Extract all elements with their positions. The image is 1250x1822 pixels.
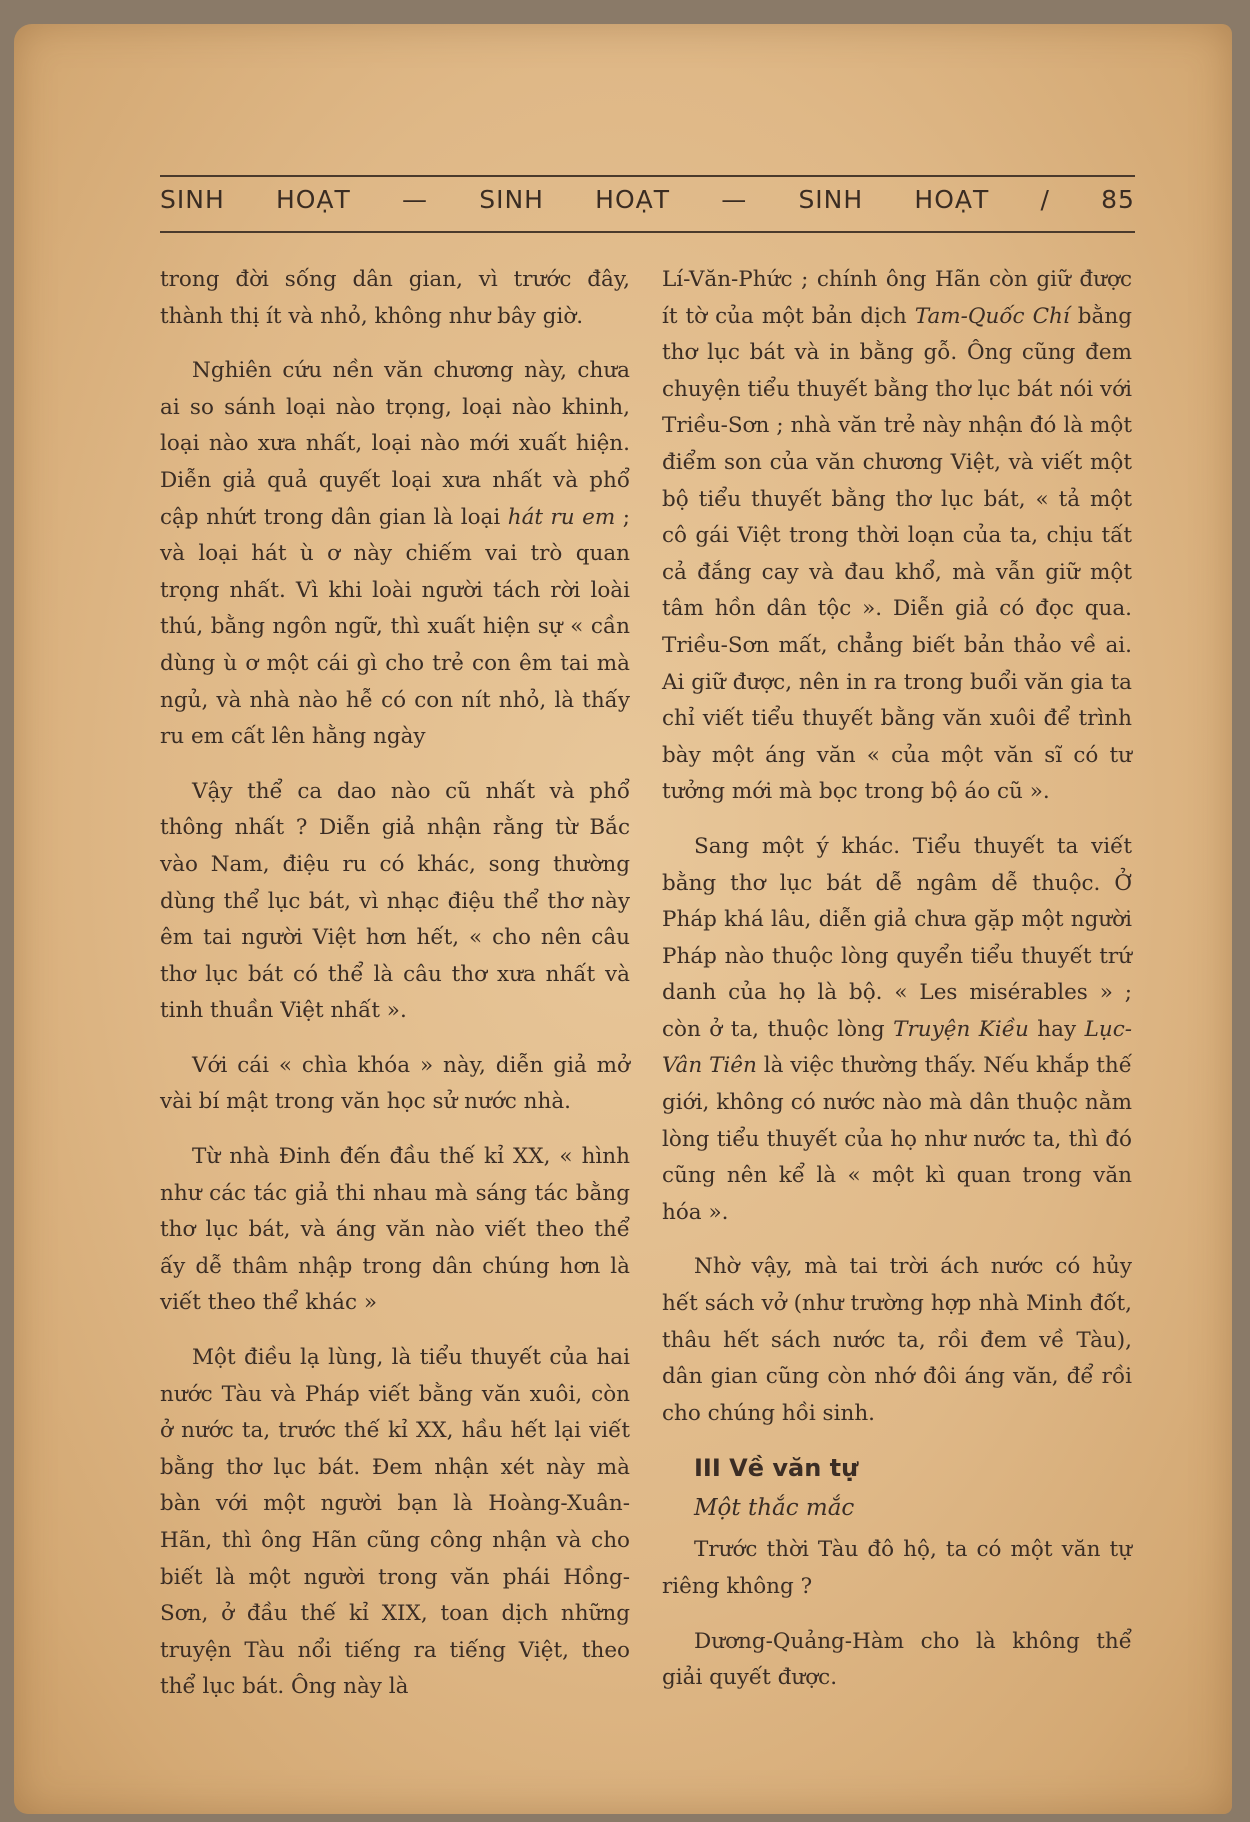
header-word: SINH [160, 185, 225, 214]
section-subheading: Một thắc mắc [694, 1495, 855, 1522]
header-rule-bottom [160, 231, 1135, 233]
running-header [160, 165, 1135, 235]
header-rule-top [160, 175, 1135, 177]
header-dash: — [721, 185, 748, 214]
italic-term: hát ru em [507, 504, 616, 530]
paragraph: Từ nhà Đinh đến đầu thế kỉ XX, « hình như các tác giả thi nhau mà sáng tác bằng thơ lục bát, và áng văn nào viết theo thể ấy dễ thâm nhập trong dân chúng hơn là viết theo thể khác » [160, 1144, 630, 1316]
italic-title: Lục-Vân Tiên [662, 1016, 1133, 1079]
header-word: HOẠT [914, 185, 990, 214]
header-text [160, 185, 1135, 214]
paragraph: Với cái « chìa khóa » này, diễn giả mở vài bí mật trong văn học sử nước nhà. [160, 1052, 630, 1115]
paragraph: Lí-Văn-Phức ; chính ông Hãn còn giữ được ít tờ của một bản dịch Tam-Quốc Chí bằng thơ lục bát và in bằng gỗ. Ông cũng đem chuyện tiểu thuyết bằng thơ lục bát nói với Triều-Sơn ; nhà văn trẻ này nhận đó là một điểm son của văn chương Việt, và viết một bộ tiểu thuyết bằng thơ lục bát, « tả một cô gái Việt trong thời loạn của ta, chịu tất cả đắng cay và đau khổ, mà vẫn giữ một tâm hồn dân tộc ». Diễn giả có đọc qua. Triều-Sơn mất, chẳng biết bản thảo về ai. Ai giữ được, nên in ra trong buổi văn gia ta chỉ viết tiểu thuyết bằng văn xuôi để trình bày một áng văn « của một văn sĩ có tư tưởng mới mà bọc trong bộ áo cũ ». [662, 267, 1132, 805]
italic-title: Tam-Quốc Chí [914, 303, 1070, 329]
header-slash: / [1040, 185, 1050, 214]
right-column [662, 262, 1132, 1715]
header-word: SINH [479, 185, 544, 214]
paragraph: Dương-Quảng-Hàm cho là không thể giải quyết được. [662, 1628, 1132, 1691]
section-heading: III Về văn tự [694, 1454, 859, 1483]
paragraph: Nghiên cứu nền văn chương này, chưa ai so sánh loại nào trọng, loại nào khinh, loại nào xưa nhất, loại nào mới xuất hiện. Diễn giả quả quyết loại xưa nhất và phổ cập nhứt trong dân gian là loại hát ru em ; và loại hát ù ơ này chiếm vai trò quan trọng nhất. Vì khi loài người tách rời loài thú, bằng ngôn ngữ, thì xuất hiện sự « cần dùng ù ơ một cái gì cho trẻ con êm tai mà ngủ, và nhà nào hễ có con nít nhỏ, là thấy ru em cất lên hằng ngày [160, 358, 631, 750]
left-column [160, 262, 630, 1724]
header-word: HOẠT [275, 185, 351, 214]
paragraph: trong đời sống dân gian, vì trước đây, thành thị ít và nhỏ, không như bây giờ. [160, 267, 630, 329]
header-dash: — [402, 185, 429, 214]
page-number: 85 [1101, 185, 1135, 214]
paragraph: Sang một ý khác. Tiểu thuyết ta viết bằng thơ lục bát dễ ngâm dễ thuộc. Ở Pháp khá lâu, diễn giả chưa gặp một người Pháp nào thuộc lòng quyển tiểu thuyết trứ danh của họ là bộ. « Les misérables » ; còn ở ta, thuộc lòng Truyện Kiều hay Lục-Vân Tiên là việc thường thấy. Nếu khắp thế giới, không có nước nào mà dân thuộc nằm lòng tiểu thuyết của họ như nước ta, thì đó cũng nên kể là « một kì quan trong văn hóa ». [662, 833, 1133, 1225]
paragraph: Một điều lạ lùng, là tiểu thuyết của hai nước Tàu và Pháp viết bằng văn xuôi, còn ở nước ta, trước thế kỉ XX, hầu hết lại viết bằng thơ lục bát. Đem nhận xét này mà bàn với một người bạn là Hoàng-Xuân-Hãn, thì ông Hãn cũng công nhận và cho biết là một người trong văn phái Hồng-Sơn, ở đầu thế kỉ XIX, toan dịch những truyện Tàu nổi tiếng ra tiếng Việt, theo thể lục bát. Ông này là [160, 1345, 630, 1700]
paragraph: Trước thời Tàu đô hộ, ta có một văn tự riêng không ? [662, 1537, 1132, 1599]
paragraph: Vậy thể ca dao nào cũ nhất và phổ thông nhất ? Diễn giả nhận rằng từ Bắc vào Nam, điệu ru có khác, song thường dùng thể lục bát, vì nhạc điệu thể thơ này êm tai người Việt hơn hết, « cho nên câu thơ lục bát có thể là câu thơ xưa nhất và tinh thuần Việt nhất ». [160, 778, 630, 1024]
header-word: SINH [798, 185, 864, 214]
header-word: HOẠT [595, 185, 671, 214]
paragraph: Nhờ vậy, mà tai trời ách nước có hủy hết sách vở (như trường hợp nhà Minh đốt, thâu hết sách nước ta, rồi đem về Tàu), dân gian cũng còn nhớ đôi áng văn, để rồi cho chúng hồi sinh. [662, 1254, 1132, 1426]
italic-title: Truyện Kiều [893, 1016, 1029, 1042]
